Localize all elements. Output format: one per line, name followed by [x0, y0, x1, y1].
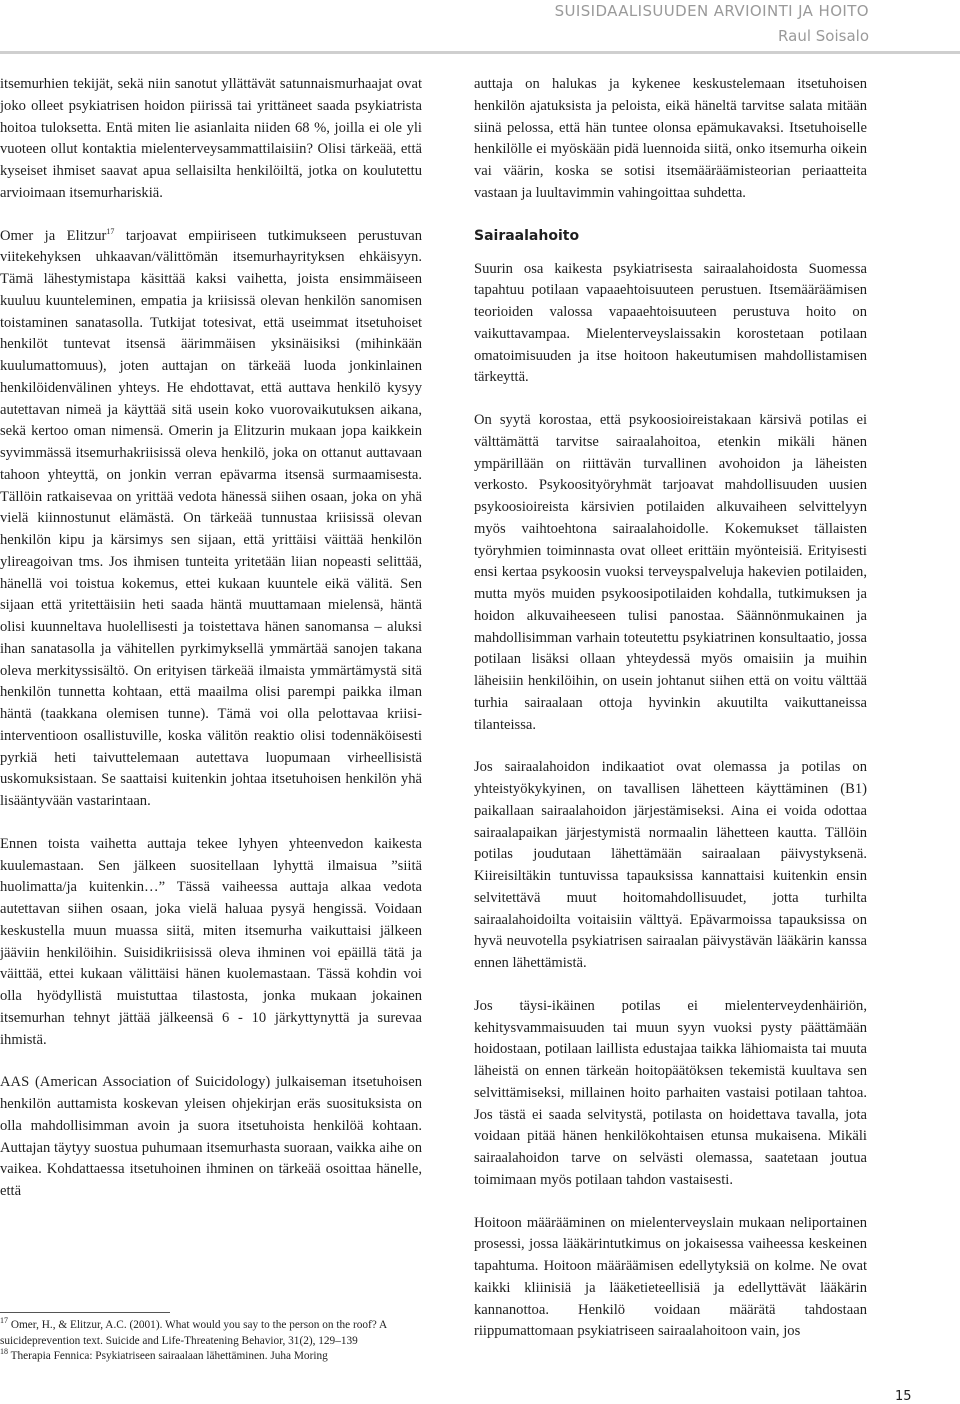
- footnote: [0, 1349, 450, 1365]
- left-column: [0, 74, 422, 1203]
- right-column: [474, 74, 867, 1343]
- running-header-title: SUISIDAALISUUDEN ARVIOINTI JA HOITO: [554, 2, 869, 20]
- section-heading: Sairaalahoito: [474, 227, 580, 244]
- footnote-number: 17: [0, 1316, 8, 1326]
- footnote-ref: 17: [106, 226, 115, 236]
- paragraph: Suurin osa kaikesta psykiatrisesta sairaalahoidosta Suomessa tapahtuu potilaan vapaaehtoisuuteen perustuen. Itsemääräämisen teorioiden valossa vapaaehtoisuuteen perustuva hoito on vaikuttavampaa. Mielenterveyslaissakin korostetaan potilaan omatoimisuuden ja itse hoitoon hakeutumisen mahdollistamisen tärkeyttä.: [474, 260, 867, 386]
- paragraph: On syytä korostaa, että psykoosioireistakaan kärsivä potilas ei välttämättä tarvitse sairaalahoitoa, etenkin mikäli hänen ympärillään on riittävän turvallinen avohoidon ja läheisten verkosto. Psykoosityöryhmät tarjoavat mahdollisuuden uusien psykoosioireista kärsivien potilaiden alkuvaiheen selvittelyyn myös vaihtoehtona sairaalahoidolle. Kokemukset tällaisten työryhmien toiminnasta ovat olleet erittäin myönteisiä. Erityisesti ensi kertaa psykoosin vuoksi terveyspalveluja hakevien potilaiden, mutta myös muiden psykoosipotilaiden kohdalla, tutkimuksen ja hoidon alkuvaiheeseen tulisi panostaa. Säännönmukainen ja mahdollisimman varhain toteutettu psykiatrinen konsultaatio, jossa potilaan lisäksi ollaan yhteydessä myös omaisiin ja muihin läheisiin henkilöihin, on usein johtanut siihen että on voitu välttää turhia sairaalaan ottoja hyvinkin akuutilta vaikuttaneissa tilanteissa.: [474, 412, 867, 733]
- inline-text: tarjoavat empiiriseen tutkimukseen perustuvan viitekehyksen uhkaavan/välittömän itsemurhayrityksen ehkäisyyn. Tämä lähestymistapa käsittää kaksi vaihetta, joista ensimmäiseen kuuluu kuunteleminen, empatia ja kriisissä olevan henkilön sanomisen toistaminen sanatasolla. Tutkijat totesivat, että useimmat itsetuhoiset henkilöt tuntevat itsensä äärimmäisen yksinäisiksi (mihinkään kuulumattomuus), joten auttajan on tärkeää luoda jonkinlainen henkilöidenvälinen yhteys. He ehdottavat, että auttava henkilö kysyy autettavan nimeä ja käyttää sitä usein koko vuorovaikutuksen aikana, sekä kertoo oman nimensä. Omerin ja Elitzurin mukaan jopa kaikkein syvimmässä itsemurhakriisissä oleva henkilö, joka on ottanut auttavaan tahoon yhteyttä, on jonkin verran epävarma itsensä surmaamisesta. Tällöin ratkaisevaa on yrittää vedota hänessä siihen osaan, joka on yhä vielä kiinnostunut elämästä. On tärkeää tunnustaa kriisissä olevan henkilön kipu ja kärsimys sen sijaan, että yrittäisi väittää henkilön ylireagoivan tms. Jos ihmisen tunteita yritetään liian nopeasti selittää, hänellä voi toistua kokemus, ettei kukaan kuuntele eikä välitä. Sen sijaan että yritettäisiin heti saada häntä muuttamaan mielensä, häntä olisi kuunneltava huolellisesti ja toistettava hänen sanomansa – aluksi ihan sanatasolla ja vähitellen pyrkimyksellä ymmärtää sanojen takana oleva merkityssisältö. On erityisen tärkeää ilmaista ymmärtämystä sitä henkilön tunnetta kohtaan, että maailma olisi parempi paikka ilman häntä (taakkana olemisen tunne). Tämä voi olla pelottavaa kriisi-interventioon osallistuville, koska välitön reaktio olisi todennäköisesti pyrkiä heti taivuttelemaan autettava luopumaan virheellisistä uskomuksistaan. Se saattaisi kuitenkin johtaa itsetuhoisen henkilön yhä lisääntyvään vastarintaan.: [0, 227, 422, 809]
- paragraph: Jos täysi-ikäinen potilas ei mielenterveydenhäiriön, kehitysvammaisuuden tai muun syyn vuoksi pysty päättämään hoidostaan, potilaan laillista edustajaa taikka lähiomaista tai muuta läheistä on ennen tärkeän hoitopäätöksen tekemistä kuultava sen selvittämiseksi, millainen hoito parhaiten vastaisi potilaan tahtoa. Jos tästä ei saada selvitystä, potilasta on hoidettava tavalla, jota voidaan pitää hänen henkilökohtaisen etunsa mukaisena. Mikäli sairaalahoidon tarve on selvästi olemassa, saatetaan joutua toimimaan myös potilaan tahdon vastaisesti.: [474, 997, 867, 1188]
- paragraph: auttaja on halukas ja kykenee keskustelemaan itsetuhoisen henkilön ajatuksista ja peloista, eikä häneltä tarvitse salata mitään siinä pelossa, että hän tuntee olonsa epämukavaksi. Itsetuhoiselle henkilölle ei myöskään pidä luennoida siitä, onko itsemurha oikein vai väärin, koska se sotisi itsemääräämisteorian periaatteita vastaan ja luultavimmin vahingoittaa suhdetta.: [474, 76, 867, 201]
- running-header-author: Raul Soisalo: [778, 27, 869, 45]
- footnote-text: Therapia Fennica: Psykiatriseen sairaalaan lähettäminen. Juha Moring: [8, 1350, 328, 1362]
- footnotes: [0, 1318, 450, 1365]
- page-number: 15: [895, 1389, 912, 1404]
- paragraph: Hoitoon määrääminen on mielenterveyslain mukaan neliportainen prosessi, jossa lääkärintutkimus on jokaisessa vaiheessa keskeinen tapahtuma. Hoitoon määräämisen edellytyksiä on kolme. Ne ovat kaikki kliinisiä ja lääketieteellisiä ja edellyttävät lääkärin kannanottoa. Henkilö voidaan määrätä tahdostaan riippumattomaan psykiatriseen sairaalahoitoon vain, jos: [474, 1214, 867, 1340]
- paragraph: Ennen toista vaihetta auttaja tekee lyhyen yhteenvedon kaikesta kuulemastaan. Sen jälkeen suositellaan lyhyttä ilmaisua ”siitä huolimatta/ja kuitenkin…” Tässä vaiheessa auttaja alkaa vedota autettavan siihen osaan, joka vielä haluaa pysyä hengissä. Voidaan keskustella muun muassa siitä, miten itsemurha vaikuttaisi jälkeen jääviin henkilöihin. Suisidikriisissä oleva ihminen voi epäillä tätä ja väittää, ettei kukaan välittäisi hänen kuolemastaan. Tässä kohdin voi olla hyödyllistä muistuttaa tilastosta, jonka mukaan jokainen itsemurhan tehnyt jättää jälkeensä 6 - 10 järkyttynyttä ja surevaa ihmistä.: [0, 835, 422, 1048]
- inline-text: Omer ja Elitzur: [0, 227, 107, 244]
- paragraph: itsemurhien tekijät, sekä niin sanotut yllättävät satunnaismurhaajat ovat joko olleet psykiatrisen hoidon piirissä tai yrittäneet saada psykiatrista hoitoa tuloksetta. Entä miten lie asianlaita niiden 68 %, joilla ei ole yli vuoteen ollut kontaktia mielenterveysammattilaisiin? Olisi tärkeää, että kyseiset ihmiset saavat apua sellaisilta henkilöiltä, jotka on koulutettu arvioimaan itsemurhariskiä.: [0, 76, 422, 201]
- paragraph: [0, 226, 422, 813]
- paragraph: Jos sairaalahoidon indikaatiot ovat olemassa ja potilas on yhteistyökykyinen, on tavallisen lähetteen käyttäminen (B1) paikallaan sairaalahoidon järjestämiseksi. Aina ei voida odottaa sairaalapaikan järjestymistä normaalin lähetteen kautta. Tällöin potilas joudutaan lähettämään sairaalaan päivystyksenä. Kiireisiltäkin tuntuvissa tapauksissa kannattaisi kuitenkin ensin selvitettävä muut hoitomahdollisuudet, jotta turhilta sairaalahoidoilta voitaisiin välttyä. Epävarmoissa tapauksissa on hyvä neuvotella psykiatrisen sairaalan päivystävän lääkärin kanssa ennen lähettämistä.: [474, 759, 867, 971]
- footnote-divider: [0, 1312, 170, 1313]
- paragraph: AAS (American Association of Suicidology) julkaiseman itsetuhoisen henkilön auttamista koskevan yleisen ohjekirjan eräs suosituksista on olla mahdollisimman avoin ja suora itsetuhoista henkilöä kohtaan. Auttajan täytyy suostua puhumaan itsemurhasta suoraan, vaikka aihe on vaikea. Kohdattaessa itsetuhoinen ihminen on tärkeää osoittaa hänelle, että: [0, 1074, 422, 1199]
- footnote-number: 18: [0, 1347, 8, 1357]
- header-divider: [0, 51, 960, 54]
- footnote: [0, 1318, 450, 1349]
- footnote-text: Omer, H., & Elitzur, A.C. (2001). What would you say to the person on the roof? A suicideprevention text. Suicide and Life-Threatening Behavior, 31(2), 129–139: [0, 1319, 387, 1347]
